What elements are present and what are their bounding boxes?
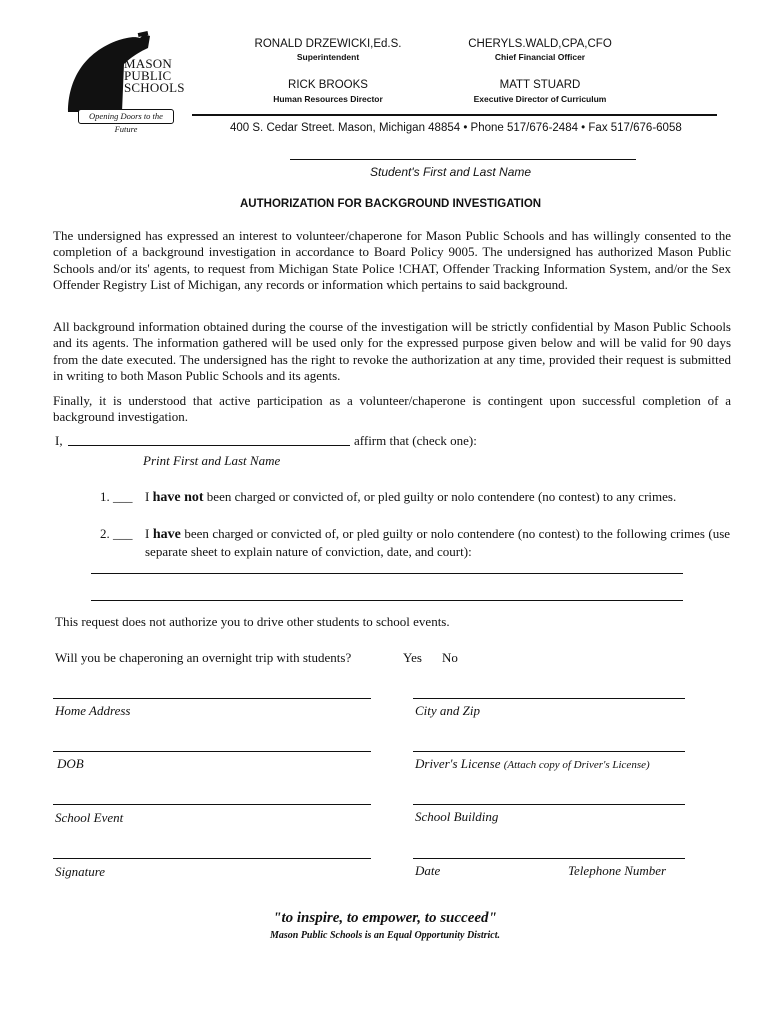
equal-opportunity-statement: Mason Public Schools is an Equal Opportunity District.: [269, 930, 501, 941]
header-rule: [192, 114, 717, 116]
school-event-line[interactable]: [53, 804, 371, 805]
logo-line-2: PUBLIC: [124, 68, 172, 83]
paragraph-consent: The undersigned has expressed an interest to volunteer/chaperone for Mason Public Schools and has willingly consented to the completion of a background investigation in accordance to Board Policy 9005. The undersigned has authorized Mason Public Schools and/or its' agents, to request from Michigan State Police !CHAT, Offender Tracking Information System, and/or the Sex Offender Registry List of Michigan, any records or information which pertains to said background.: [53, 228, 731, 292]
crimes-line-2[interactable]: [91, 600, 683, 601]
officer-title-superintendent: Superintendent: [296, 52, 360, 62]
officer-name-hr: RICK BROOKS: [288, 79, 368, 91]
dob-label: DOB: [57, 756, 84, 771]
option-2-bold: have: [152, 527, 181, 542]
dob-line[interactable]: [53, 751, 371, 752]
signature-line[interactable]: [53, 858, 371, 859]
overnight-question: Will you be chaperoning an overnight trip with students?: [55, 650, 352, 665]
city-zip-line[interactable]: [413, 698, 685, 699]
paragraph-confidential: All background information obtained during the course of the investigation will be strictly confidential by Mason Public Schools and its agents. The information gathered will be used only for the expressed purpose given below and will be valid for 90 days from the date executed. The undersigned has the right to revoke the authorization at any time, provided their request is submitted in writing to both Mason Public Schools and its agents.: [53, 319, 731, 383]
logo-tagline: Opening Doors to the Future: [78, 109, 174, 124]
logo-line-1: MASON: [124, 56, 172, 71]
option-2-number[interactable]: 2. ___: [100, 526, 133, 541]
city-zip-label: City and Zip: [415, 703, 481, 718]
date-telephone-line[interactable]: [413, 858, 685, 859]
officer-name-cfo: CHERYLS.WALD,CPA,CFO: [468, 38, 612, 50]
driving-notice: This request does not authorize you to drive other students to school events.: [55, 614, 450, 629]
overnight-yes[interactable]: Yes: [403, 650, 422, 665]
home-address-line[interactable]: [53, 698, 371, 699]
option-1-text: [145, 488, 730, 506]
crimes-line-1[interactable]: [91, 573, 683, 574]
school-event-label: School Event: [55, 810, 124, 825]
overnight-no[interactable]: No: [442, 650, 458, 665]
student-name-line[interactable]: [290, 159, 636, 160]
signature-label: Signature: [55, 864, 106, 879]
option-2-text: [145, 525, 730, 560]
print-name-line[interactable]: [68, 445, 350, 446]
affirm-suffix: affirm that (check one):: [354, 433, 477, 448]
district-motto: "to inspire, to empower, to succeed": [273, 910, 497, 926]
print-name-caption: Print First and Last Name: [143, 453, 281, 468]
paragraph-contingent: Finally, it is understood that active participation as a volunteer/chaperone is contingent upon successful completion of a background investigation.: [53, 393, 731, 425]
school-building-line[interactable]: [413, 804, 685, 805]
option-1-lead: I: [145, 489, 150, 504]
drivers-license-label: [415, 756, 650, 772]
date-label: Date: [415, 863, 441, 878]
school-address: 400 S. Cedar Street. Mason, Michigan 48854 • Phone 517/676-2484 • Fax 517/676-6058: [230, 122, 682, 134]
option-1-number[interactable]: 1. ___: [100, 489, 133, 504]
document-title: AUTHORIZATION FOR BACKGROUND INVESTIGATION: [240, 198, 542, 210]
option-1-rest: been charged or convicted of, or pled guilty or nolo contendere (no contest) to any crimes.: [206, 489, 677, 504]
logo-line-3: SCHOOLS: [124, 80, 185, 95]
student-name-caption: Student's First and Last Name: [370, 165, 532, 179]
drivers-license-note: (Attach copy of Driver's License): [503, 759, 650, 771]
school-building-label: School Building: [415, 809, 499, 824]
option-1-bold: have not: [152, 490, 204, 505]
drivers-license-text: Driver's License: [415, 756, 501, 771]
option-2-lead: I: [145, 526, 150, 541]
officer-name-curriculum: MATT STUARD: [499, 79, 581, 91]
home-address-label: Home Address: [55, 703, 131, 718]
drivers-license-line[interactable]: [413, 751, 685, 752]
officer-name-superintendent: RONALD DRZEWICKI,Ed.S.: [254, 38, 402, 50]
officer-title-cfo: Chief Financial Officer: [494, 52, 586, 62]
officer-title-curriculum: Executive Director of Curriculum: [473, 94, 607, 104]
affirm-prefix: I,: [55, 433, 63, 448]
option-2-rest: been charged or convicted of, or pled guilty or nolo contendere (no contest) to the following crimes (use separate sheet to explain nature of conviction, date, and court):: [145, 526, 731, 559]
telephone-label: Telephone Number: [568, 863, 667, 878]
officer-title-hr: Human Resources Director: [273, 94, 383, 104]
